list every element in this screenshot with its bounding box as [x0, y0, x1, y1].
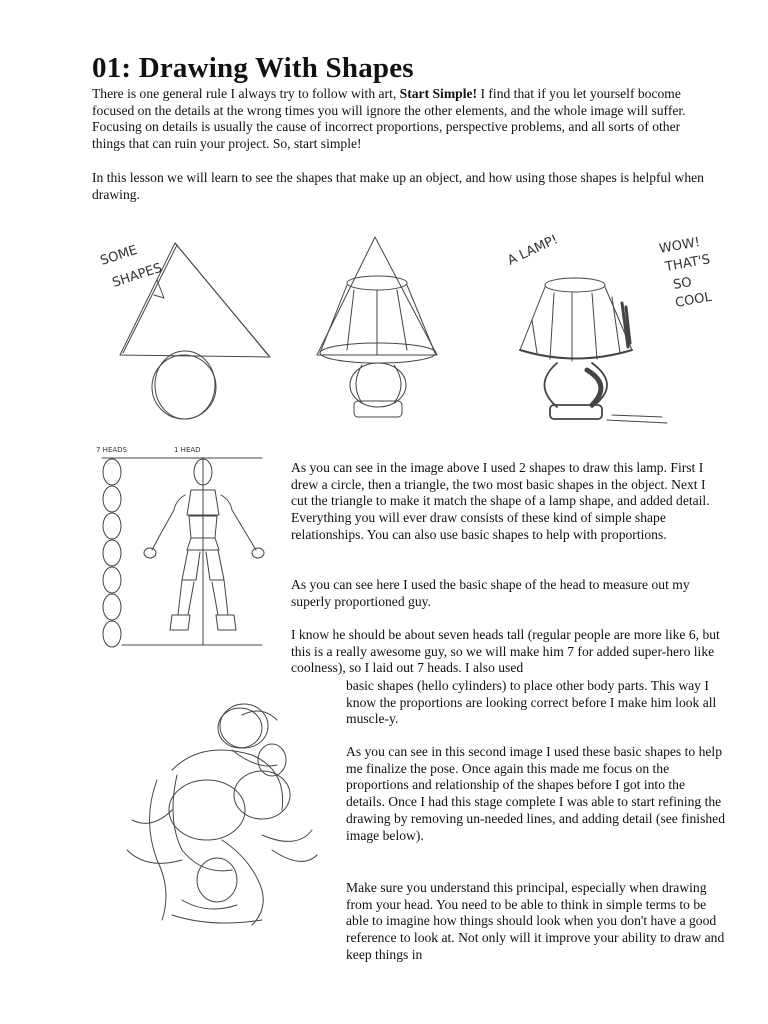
cylinders-paragraph: basic shapes (hello cylinders) to place other body parts. This way I know the proportions are looking correct before I make him look all muscle-y. — [346, 678, 717, 727]
pose-figure-lines — [127, 704, 317, 925]
pose-paragraph: As you can see in this second image I used these basic shapes to help me finalize the pose. Once again this made me focus on the proportions and relationship of the shapes before I got into the details. Once I had this stage complete I was able to start refining the drawing by removing un-needed lines, and adding detail (see finished image below). — [346, 744, 726, 843]
a-lamp-note: A LAMP! — [505, 232, 561, 269]
one-head-label: 1 HEAD — [174, 446, 201, 454]
intro-paragraph — [92, 86, 692, 153]
body-figure — [102, 458, 264, 645]
seven-heads-label: 7 HEADS — [96, 446, 127, 454]
wow-note-4: COOL — [674, 289, 713, 311]
intro-text-start: There is one general rule I always try to follow with art, — [92, 86, 400, 101]
intro-text-end: I find that if you let yourself bocome focused on the details at the wrong times you will ignore the other elements, and the whole image will suffer. Focusing on details is usually the cause of incorrect proportions, perspective problems, and all sorts of other things that can ruin your project. So, start simple! — [92, 86, 686, 152]
pose-sketch — [112, 700, 337, 930]
principal-paragraph: Make sure you understand this principal, especially when drawing from your head. You need to be able to think in simple terms to be able to imagine how things should look when you don't have a good reference to look at. Not only will it improve your ability to draw and keep things in — [346, 880, 725, 962]
intro-bold-phrase: Start Simple! — [399, 86, 478, 101]
lamp-stage-3-sketch — [520, 278, 667, 423]
lesson-paragraph: In this lesson we will learn to see the shapes that make up an object, and how using those shapes is helpful when drawing. — [92, 170, 704, 202]
same-shapes-note-2: SHAPES — [110, 260, 164, 291]
seven-heads-paragraph: I know he should be about seven heads tall (regular people are more like 6, but this is a really awesome guy, so we will make him 7 for added super-hero like coolness), so I laid out 7 heads. I also used — [291, 627, 720, 676]
lamp-stage-2-sketch — [317, 237, 437, 417]
page-title: 01: Drawing With Shapes — [92, 52, 414, 84]
same-shapes-note-1: SOME — [98, 242, 140, 269]
head-column — [103, 459, 121, 647]
wow-note-1: WOW! — [658, 235, 702, 257]
wow-note-3: SO — [672, 274, 693, 293]
wow-note-2: THAT'S — [664, 252, 712, 275]
head-measure-paragraph: As you can see here I used the basic shape of the head to measure out my superly proportioned guy. — [291, 577, 690, 609]
proportion-figure-sketch — [92, 440, 287, 665]
lamp-sketch-sequence — [92, 225, 732, 440]
lamp-explanation-paragraph: As you can see in the image above I used 2 shapes to draw this lamp. First I drew a circle, then a triangle, the two most basic shapes in the object. Next I cut the triangle to make it match the shape of a lamp shape, and added detail. Everything you will ever draw consists of these kind of simple shape relationships. You can also use basic shapes to help with proportions. — [291, 460, 710, 542]
